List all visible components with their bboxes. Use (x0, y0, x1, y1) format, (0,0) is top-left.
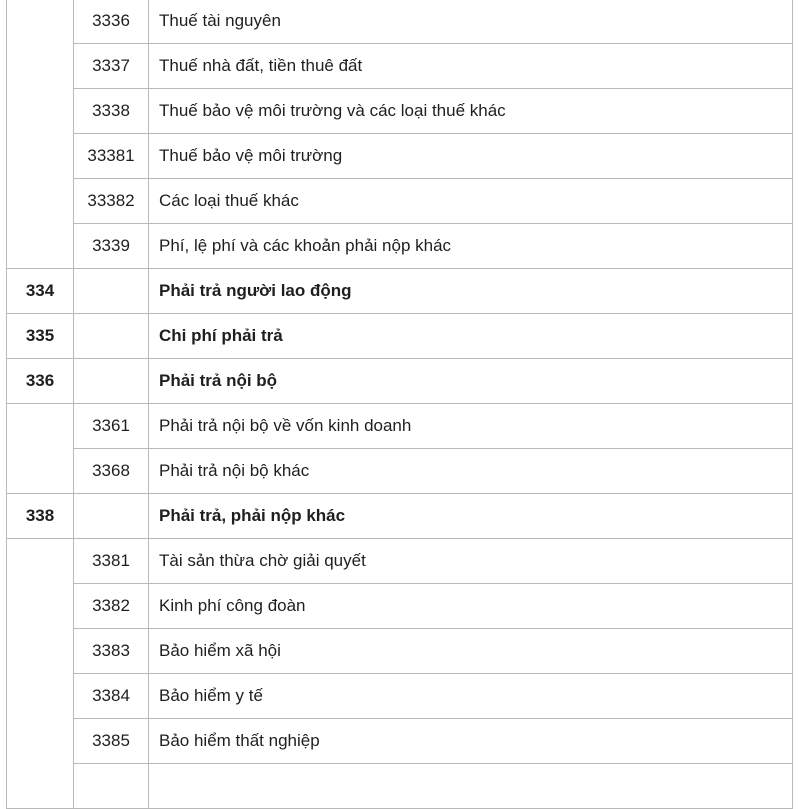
level2-account-code (74, 764, 149, 809)
table-row-heading (7, 314, 793, 359)
table-row-heading (7, 359, 793, 404)
account-name: Phải trả nội bộ (149, 359, 793, 404)
level2-account-code: 33381 (74, 134, 149, 179)
level1-account-cell (7, 539, 74, 809)
level2-account-code: 3383 (74, 629, 149, 674)
level2-account-code: 3339 (74, 224, 149, 269)
table-row (7, 539, 793, 584)
account-name: Phải trả, phải nộp khác (149, 494, 793, 539)
table-row (7, 674, 793, 719)
account-name: Thuế nhà đất, tiền thuê đất (149, 44, 793, 89)
level1-account-code: 336 (7, 359, 74, 404)
level2-account-code: 3338 (74, 89, 149, 134)
table-row (7, 224, 793, 269)
level1-account-cell (7, 404, 74, 494)
table-row (7, 449, 793, 494)
account-name: Tài sản thừa chờ giải quyết (149, 539, 793, 584)
table-row (7, 629, 793, 674)
level2-account-code: 3336 (74, 0, 149, 44)
level2-account-code: 3385 (74, 719, 149, 764)
account-name: Bảo hiểm y tế (149, 674, 793, 719)
table-row (7, 89, 793, 134)
level1-account-code: 335 (7, 314, 74, 359)
table-row (7, 764, 793, 809)
table-row (7, 584, 793, 629)
table-row (7, 404, 793, 449)
level2-account-code (74, 494, 149, 539)
account-name: Thuế bảo vệ môi trường và các loại thuế khác (149, 89, 793, 134)
account-name: Bảo hiểm thất nghiệp (149, 719, 793, 764)
table-row (7, 719, 793, 764)
account-name: Phải trả nội bộ khác (149, 449, 793, 494)
table-row (7, 0, 793, 44)
account-name (149, 764, 793, 809)
level1-account-code: 338 (7, 494, 74, 539)
chart-of-accounts-table (6, 0, 793, 809)
account-name: Chi phí phải trả (149, 314, 793, 359)
account-name: Thuế tài nguyên (149, 0, 793, 44)
level1-account-code: 334 (7, 269, 74, 314)
table-body (7, 0, 793, 809)
level2-account-code: 3381 (74, 539, 149, 584)
level2-account-code: 33382 (74, 179, 149, 224)
account-name: Kinh phí công đoàn (149, 584, 793, 629)
account-name: Thuế bảo vệ môi trường (149, 134, 793, 179)
level2-account-code: 3337 (74, 44, 149, 89)
account-name: Phải trả người lao động (149, 269, 793, 314)
table-row (7, 134, 793, 179)
table-row-heading (7, 269, 793, 314)
table-row (7, 44, 793, 89)
level2-account-code: 3361 (74, 404, 149, 449)
level2-account-code: 3382 (74, 584, 149, 629)
level2-account-code: 3368 (74, 449, 149, 494)
account-name: Phải trả nội bộ về vốn kinh doanh (149, 404, 793, 449)
level2-account-code: 3384 (74, 674, 149, 719)
account-name: Các loại thuế khác (149, 179, 793, 224)
account-name: Bảo hiểm xã hội (149, 629, 793, 674)
level1-account-cell (7, 0, 74, 269)
level2-account-code (74, 314, 149, 359)
level2-account-code (74, 359, 149, 404)
level2-account-code (74, 269, 149, 314)
table-row-heading (7, 494, 793, 539)
table-row (7, 179, 793, 224)
account-name: Phí, lệ phí và các khoản phải nộp khác (149, 224, 793, 269)
